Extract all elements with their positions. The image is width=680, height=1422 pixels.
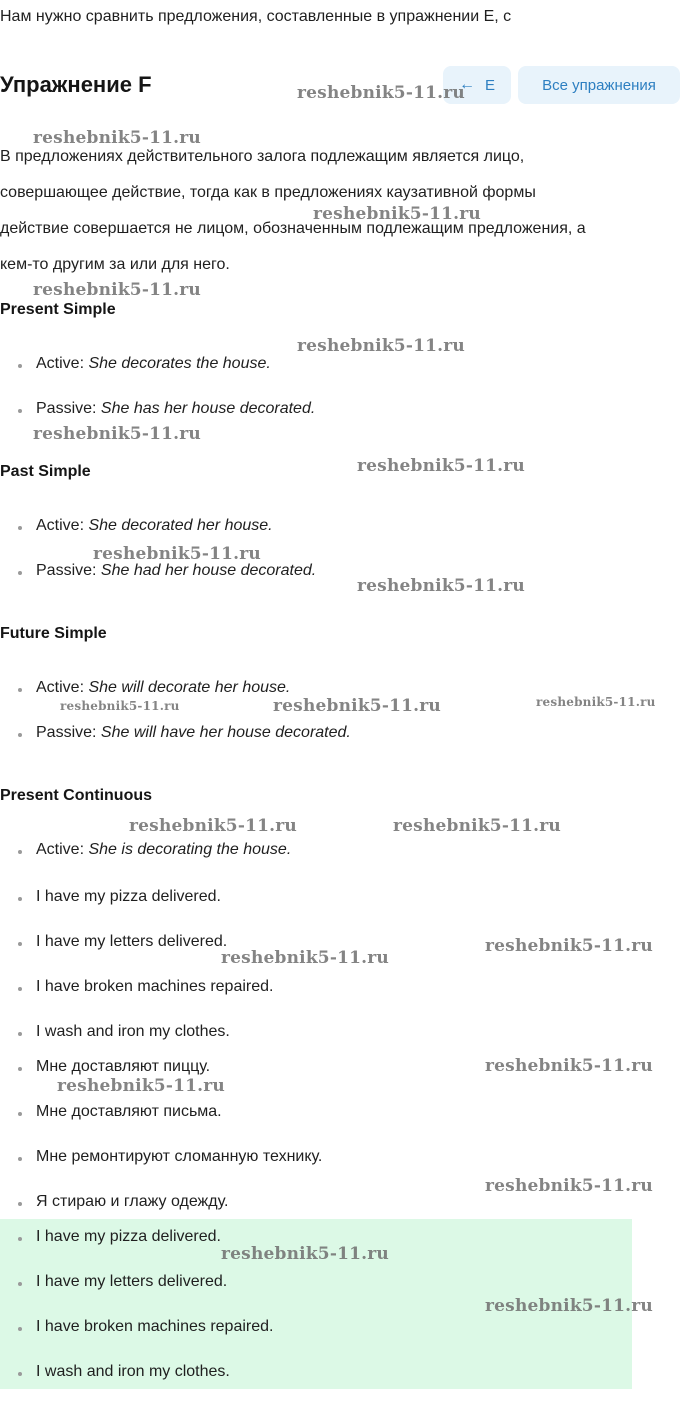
watermark: reshebnik5-11.ru bbox=[221, 948, 389, 968]
bullet bbox=[18, 1157, 22, 1161]
item-example: She will have her house decorated. bbox=[100, 724, 351, 741]
item-label: Active: bbox=[36, 841, 85, 858]
bullet bbox=[18, 942, 22, 946]
item-label: Active: bbox=[36, 355, 85, 372]
item-text: I have my letters delivered. bbox=[36, 933, 228, 950]
bullet bbox=[18, 1372, 22, 1376]
item-text: Мне доставляют пиццу. bbox=[36, 1058, 211, 1075]
section-title: Present Simple bbox=[0, 301, 116, 318]
item-text: Мне ремонтируют сломанную технику. bbox=[36, 1148, 323, 1165]
bullet bbox=[18, 1032, 22, 1036]
watermark: reshebnik5-11.ru bbox=[485, 1296, 653, 1316]
all-exercises-button[interactable]: Все упражнения bbox=[518, 66, 680, 104]
watermark: reshebnik5-11.ru bbox=[485, 1056, 653, 1076]
watermark: reshebnik5-11.ru bbox=[33, 424, 201, 444]
watermark: reshebnik5-11.ru bbox=[393, 816, 561, 836]
bullet bbox=[18, 364, 22, 368]
bullet bbox=[18, 688, 22, 692]
paragraph-line: действие совершается не лицом, обозначенным подлежащим предложения, а bbox=[0, 220, 586, 237]
section-title: Past Simple bbox=[0, 463, 91, 480]
item-label: Passive: bbox=[36, 562, 97, 579]
item-example: She decorated her house. bbox=[88, 517, 273, 534]
watermark: reshebnik5-11.ru bbox=[297, 336, 465, 356]
item-text: I have my letters delivered. bbox=[36, 1273, 228, 1290]
exercise-heading: Упражнение F bbox=[0, 72, 152, 97]
item-text: I wash and iron my clothes. bbox=[36, 1363, 230, 1380]
bullet bbox=[18, 409, 22, 413]
bullet bbox=[18, 1237, 22, 1241]
item-text: I have broken machines repaired. bbox=[36, 1318, 274, 1335]
watermark: reshebnik5-11.ru bbox=[57, 1076, 225, 1096]
item-text: I have broken machines repaired. bbox=[36, 978, 274, 995]
bullet bbox=[18, 1202, 22, 1206]
item-example: She had her house decorated. bbox=[100, 562, 317, 579]
bullet bbox=[18, 1067, 22, 1071]
watermark: reshebnik5-11.ru bbox=[33, 280, 201, 300]
bullet bbox=[18, 1327, 22, 1331]
bullet bbox=[18, 897, 22, 901]
item-label: Passive: bbox=[36, 400, 97, 417]
bullet bbox=[18, 733, 22, 737]
item-text: I wash and iron my clothes. bbox=[36, 1023, 230, 1040]
watermark: reshebnik5-11.ru bbox=[313, 204, 481, 224]
item-text: I have my pizza delivered. bbox=[36, 1228, 221, 1245]
watermark: reshebnik5-11.ru bbox=[357, 576, 525, 596]
bullet bbox=[18, 987, 22, 991]
watermark: reshebnik5-11.ru bbox=[221, 1244, 389, 1264]
watermark: reshebnik5-11.ru bbox=[357, 456, 525, 476]
watermark: reshebnik5-11.ru bbox=[536, 695, 656, 709]
watermark: reshebnik5-11.ru bbox=[60, 699, 180, 713]
watermark: reshebnik5-11.ru bbox=[485, 936, 653, 956]
clipped-text-line bbox=[0, 111, 400, 121]
arrow-left-icon: ← bbox=[458, 76, 475, 93]
bullet bbox=[18, 1112, 22, 1116]
watermark: reshebnik5-11.ru bbox=[93, 544, 261, 564]
item-text: Я стираю и глажу одежду. bbox=[36, 1193, 229, 1210]
watermark: reshebnik5-11.ru bbox=[33, 128, 201, 148]
item-text: I have my pizza delivered. bbox=[36, 888, 221, 905]
watermark: reshebnik5-11.ru bbox=[273, 696, 441, 716]
watermark: reshebnik5-11.ru bbox=[485, 1176, 653, 1196]
item-label: Active: bbox=[36, 679, 85, 696]
item-text: Мне доставляют письма. bbox=[36, 1103, 222, 1120]
prev-exercise-label: E bbox=[484, 76, 495, 94]
item-label: Passive: bbox=[36, 724, 97, 741]
watermark: reshebnik5-11.ru bbox=[297, 83, 465, 103]
item-example: She will decorate her house. bbox=[88, 679, 291, 696]
paragraph-line: совершающее действие, тогда как в предложениях каузативной формы bbox=[0, 184, 536, 201]
section-title: Future Simple bbox=[0, 625, 107, 642]
bullet bbox=[18, 1282, 22, 1286]
item-example: She decorates the house. bbox=[88, 355, 271, 372]
section-title: Present Continuous bbox=[0, 787, 153, 804]
paragraph-line: В предложениях действительного залога подлежащим является лицо, bbox=[0, 148, 525, 165]
bullet bbox=[18, 850, 22, 854]
paragraph-line: кем-то другим за или для него. bbox=[0, 256, 230, 273]
item-example: She has her house decorated. bbox=[100, 400, 316, 417]
item-label: Active: bbox=[36, 517, 85, 534]
watermark: reshebnik5-11.ru bbox=[129, 816, 297, 836]
bullet bbox=[18, 526, 22, 530]
intro-text: Нам нужно сравнить предложения, составленные в упражнении E, с bbox=[0, 8, 512, 25]
item-example: She is decorating the house. bbox=[88, 841, 292, 858]
bullet bbox=[18, 571, 22, 575]
